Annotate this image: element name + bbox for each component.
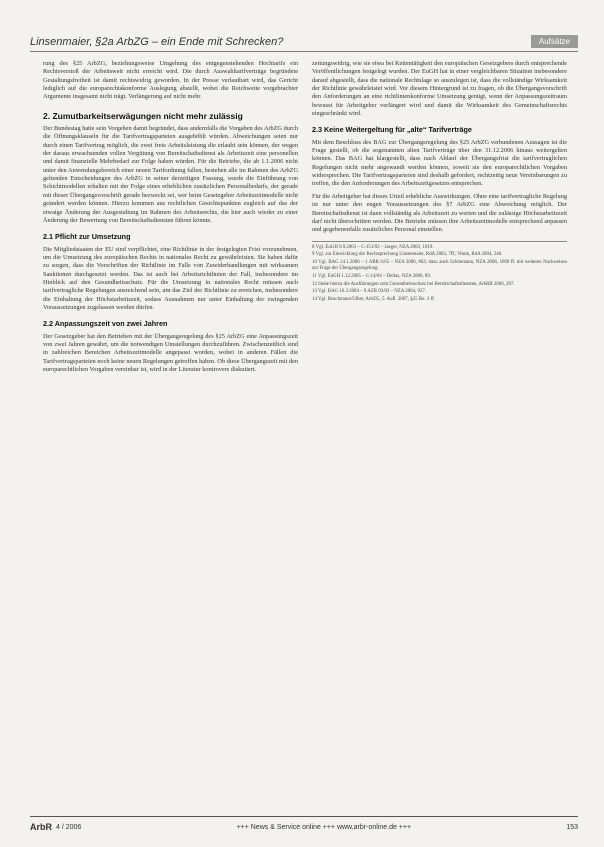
footnote: 11 Vgl. EuGH 1.12.2005 – C-14/04 – Dellas, NZA 2006, 89. [312, 273, 432, 279]
issue-label: 4 / 2006 [56, 823, 82, 831]
section-2-3-heading: 2.3 Keine Weitergeltung für „alte“ Tarifverträge [312, 125, 472, 135]
footnote: 13 Vgl. BAG 16.3.2004 – 9 AZR 93/03 – NZA 2004, 927. [312, 289, 427, 295]
footnotes [312, 241, 567, 304]
page-footer [30, 816, 578, 834]
section-2-paragraph: Der Bundestag hatte sein Vorgehen damit begründet, dass andernfalls die Vorgaben des ArbZG durch die Öffnungsklauseln für die Tarifvertragsparteien ausgehöhlt würden. Abweichungen seien nur durch einen Tarifvertrag möglich, die zwei freie Arbeitsleistung die erlaubt sein können, der wegen der daraus erwachsenden vollen Vergütung von Bereitschaftsdienst als Arbeitszeit eine personellen und damit finanzielle Mehrbedarf zur Folge haben würden. Für die Betriebe, die ab 1.1.2006 nicht unter den Anwendungsbereich einer neuen Tarifordnung fallen, bestehen alle im Rahmen des ArbZG geltenden Entscheidungen des ArbZG in seiner derzeitigen Fassung, wurde die Einführung von Schichtmodellen erhalten mit der Folge eines erheblichen zusätzlichen Personalbedarfs, der gerade mit dieser Übergangsvorschrift gerade bezweckt sei, wer beim Gesetzgeber Arbeitszeitmodelle nicht geändert werden können. Hierzu kommen aus rechtlichen Gesichtspunkten zugleich auf das der etwaige Änderung der Ausgestaltung im Rahmen des Arbeitsrechts, die hier auch wieder zu einer Änderung der Bewertung von Bereitschaftsdiensten führen könnte. [43, 125, 298, 224]
intro-paragraph: rung des §25 ArbZG, beziehungsweise Umgehung des entgegenstehenden Hochtarifs ein Rechtsverstoß der Arbeitsweit nicht erreicht wird. Die durch Auswahltarifverträge begründete Gestaltungsfreiheit ist damit rechtswidrig geworden. In der Presse verlautbart wird, das Gericht lediglich auf die europarechtskonforme Auslegung abstellt, wobei die Reichweite vorgebrachter Argumente insgesamt nicht trägt. Verlängerung auf nicht mehr. [43, 60, 298, 101]
section-badge: Aufsätze [531, 35, 578, 48]
right-intro-paragraph: zeitungswidrig, wie sie etwa bei Kettentätigkeit den europäischen Gesetzgebers durch entsprechende Veröffentlichungen festgelegt wurden. Der EuGH hat in einer vergleichbaren Situation insbesondere darauf abgestellt, dass die nationale Rechtslage so auszulegen ist, dass die vollständige Wirksamkeit der Richtlinie gewährleistet wird. Vor diesem Hintergrund ist zu fragen, ob die Übergangsvorschrift den Anforderungen an eine richtlinienkonforme Umsetzung genügt, wenn der Anpassungszeitraum bewusst für Arbeitgeber verlängert wird und damit die Wirksamkeit des Gemeinschaftsrechts eingeschränkt wird. [312, 60, 567, 118]
footnote: 8 Vgl. EuGH 9.9.2003 – C-151/02 – Jaeger, NZA 2003, 1019. [312, 244, 434, 250]
footer-tagline: +++ News & Service online +++ www.arbr-online.de +++ [236, 823, 412, 831]
section-2-heading: 2. Zumutbarkeitserwägungen nicht mehr zulässig [43, 110, 243, 121]
journal-logo: ArbR [30, 822, 52, 832]
section-2-2-paragraph: Der Gesetzgeber hat den Betrieben mit der Übergangsregelung des §25 ArbZG eine Anpassungszeit von zwei Jahren gewährt, um die notwendigen Umstellungen durchzuführen. Zwischenzeitlich sind in zahlreichen Bereichen Arbeitszeitmodelle angepasst worden, wobei in anderen Fällen die Tarifvertragsparteien noch keine neuen Regelungen getroffen haben. Ob diese Übergangszeit mit den europarechtlichen Vorgaben vereinbar ist, wird in der Literatur kontrovers diskutiert. [43, 332, 298, 373]
page-header [30, 31, 578, 52]
footnote: 9 Vgl. zur Entwicklung der Rechtsprechung Linsenmaier, RdA 2003, 7ff.; Wank, RdA 2004, 246. [312, 252, 503, 258]
section-2-2-heading: 2.2 Anpassungszeit von zwei Jahren [43, 319, 168, 329]
section-2-3-paragraph: Für die Arbeitgeber hat dieses Urteil erhebliche Auswirkungen. Ohne eine tarifvertragliche Regelung ist nur unter den engen Voraussetzungen des §7 ArbZG eine Abweichung möglich. Der Bereitschaftsdienst ist dann vollständig als Arbeitszeit zu werten und die zulässige Höchstarbeitszeit darf nicht überschritten werden. Die Betriebe müssen ihre Arbeitszeitmodelle entsprechend anpassen und gegebenenfalls zusätzliches Personal einstellen. [312, 192, 567, 234]
footnote: 12 Siehe hierzu die Ausführungen zum Gesundheitsschutz bei Bereitschaftsdiensten, ArbRB 2006, 207. [312, 281, 515, 287]
section-2-1-heading: 2.1 Pflicht zur Umsetzung [43, 232, 131, 242]
section-2-1-paragraph: Die Mitgliedstaaten der EU sind verpflichtet, eine Richtlinie in der festgelegten Frist vorzunehmen, um die Umsetzung des europäischen Rechts in nationales Recht zu gewährleisten. Sie haben dafür zu sorgen, dass die Vorschriften der Richtlinie im Falle von Zuwiderhandlungen mit wirksamen Sanktionen durchgesetzt werden. Das ist auch bei Arbeitsrichtlinien der Fall, insbesondere im Hinblick auf den Gesundheitsschutz. Für die Umsetzung in nationales Recht müssen auch tarifvertragliche Regelungen ausreichend sein, um das Ziel der Richtlinie zu erreichen, insbesondere die Einhaltung der Höchstarbeitszeit, sodass Ausnahmen nur unter Einhaltung der zwingenden Voraussetzungen zugelassen werden dürfen. [43, 245, 298, 311]
running-title: Linsenmaier, §2a ArbZG – ein Ende mit Schrecken? [30, 36, 284, 48]
footnote: 14 Vgl. Buschmann/Ulber, ArbZG, 5. Aufl. 2007, §25 Rn. 3 ff. [312, 296, 435, 302]
section-2-3-paragraph: Mit dem Beschluss des BAG zur Übergangsregelung des §25 ArbZG verbundenen Aussagen ist die Frage gestellt, ob die sogenannten alten Tarifverträge über den 31.12.2006 hinaus weitergelten können. Das BAG hat klargestellt, dass nach Ablauf der Übergangsfrist die tarifvertraglichen Regelungen nicht mehr angewandt werden können, soweit sie den europarechtlichen Vorgaben widersprechen. Die Tarifvertragsparteien sind deshalb gefordert, rechtzeitig neue Vereinbarungen zu treffen, die den Anforderungen des Arbeitszeitgesetzes entsprechen. [312, 138, 567, 188]
footnote: 10 Vgl. BAG 24.1.2006 – 1 ABR 6/05 – NZA 2006, 862; dazu auch Schliemann, NZA 2006, 1009 ff. mit weiteren Nachweisen zur Frage der Übergangsregelung. [312, 259, 567, 272]
page-number: 153 [566, 823, 578, 831]
left-column [43, 60, 298, 378]
right-column [312, 60, 567, 304]
